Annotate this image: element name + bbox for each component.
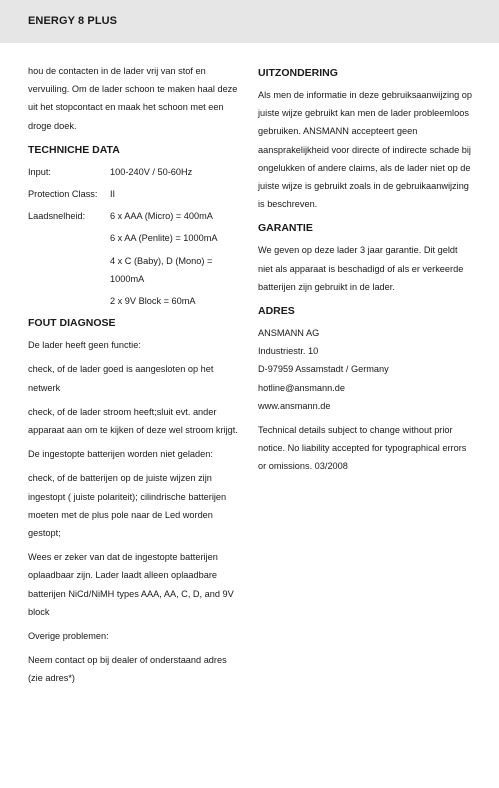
input-value: 100-240V / 50-60Hz: [110, 166, 193, 177]
input-row: [28, 163, 242, 181]
speed-label: Laadsnelheid:: [28, 211, 86, 222]
fault-paragraph: Wees er zeker van dat de ingestopte batterijen oplaadbaar zijn. Lader laadt alleen oplaadbare batterijen NiCd/NiMH types AAA, AA, C, D, and 9V block: [28, 552, 234, 617]
speed-value: 6 x AA (Penlite) = 1000mA: [110, 233, 218, 244]
input-label: Input:: [28, 166, 51, 177]
speed-row: [28, 207, 242, 225]
fault-paragraph: check, of de lader goed is aangesloten op het netwerk: [28, 364, 214, 393]
fault-diagnosis-heading: FOUT DIAGNOSE: [28, 317, 116, 330]
exception-paragraph: Als men de informatie in deze gebruiksaanwijzing op juiste wijze gebruikt kan men de lader probleemloos gebruiken. ANSMANN accepteert geen aansprakelijkheid voor directe of indirecte schade bij ongelukken of andere claims, als de lader niet op de juiste wijze is gebruikt zoals in de gebruikaanwijzing is beschreven.: [258, 90, 472, 210]
intro-paragraph: hou de contacten in de lader vrij van stof en vervuiling. Om de lader schoon te maken haal deze uit het stopcontact en maak het schoon met een droge doek.: [28, 66, 238, 131]
address-heading: ADRES: [258, 305, 295, 318]
fault-paragraph: Neem contact op bij dealer of onderstaand adres (zie adres*): [28, 655, 227, 684]
address-email: hotline@ansmann.de: [258, 382, 345, 393]
protection-row: [28, 185, 242, 203]
speed-value: 4 x C (Baby), D (Mono) = 1000mA: [110, 255, 213, 284]
address-line: ANSMANN AG: [258, 328, 320, 339]
page-header: [0, 0, 499, 43]
speed-value: 6 x AAA (Micro) = 400mA: [110, 211, 213, 222]
address-block: [258, 324, 472, 415]
protection-label: Protection Class:: [28, 189, 98, 200]
warranty-heading: GARANTIE: [258, 222, 313, 235]
left-column: [28, 62, 242, 694]
address-website: www.ansmann.de: [258, 400, 331, 411]
protection-value: II: [110, 189, 116, 200]
address-line: D-97959 Assamstadt / Germany: [258, 364, 389, 375]
address-line: Industriestr. 10: [258, 346, 319, 357]
document-title: ENERGY 8 PLUS: [28, 15, 118, 27]
disclaimer-paragraph: Technical details subject to change without prior notice. No liability accepted for typographical errors or omissions. 03/2008: [258, 425, 467, 472]
speed-value: 2 x 9V Block = 60mA: [110, 296, 196, 307]
right-column: [258, 62, 472, 482]
fault-paragraph: check, of de batterijen op de juiste wijzen zijn ingestopt ( juiste polariteit); cilindrische batterijen moeten met de plus pole naar de Led worden gestopt;: [28, 473, 227, 539]
exception-heading: UITZONDERING: [258, 67, 338, 79]
fault-paragraph: De ingestopte batterijen worden niet geladen:: [28, 449, 213, 460]
fault-paragraph: De lader heeft geen functie:: [28, 340, 141, 351]
warranty-paragraph: We geven op deze lader 3 jaar garantie. Dit geldt niet als apparaat is beschadigd of als er verkeerde batterijen zijn gebruikt in de lader.: [258, 245, 464, 292]
fault-paragraph: check, of de lader stroom heeft;sluit evt. ander apparaat aan om te kijken of deze wel stroom krijgt.: [28, 406, 238, 436]
fault-paragraph: Overige problemen:: [28, 631, 109, 642]
tech-data-heading: TECHNICHE DATA: [28, 143, 120, 156]
